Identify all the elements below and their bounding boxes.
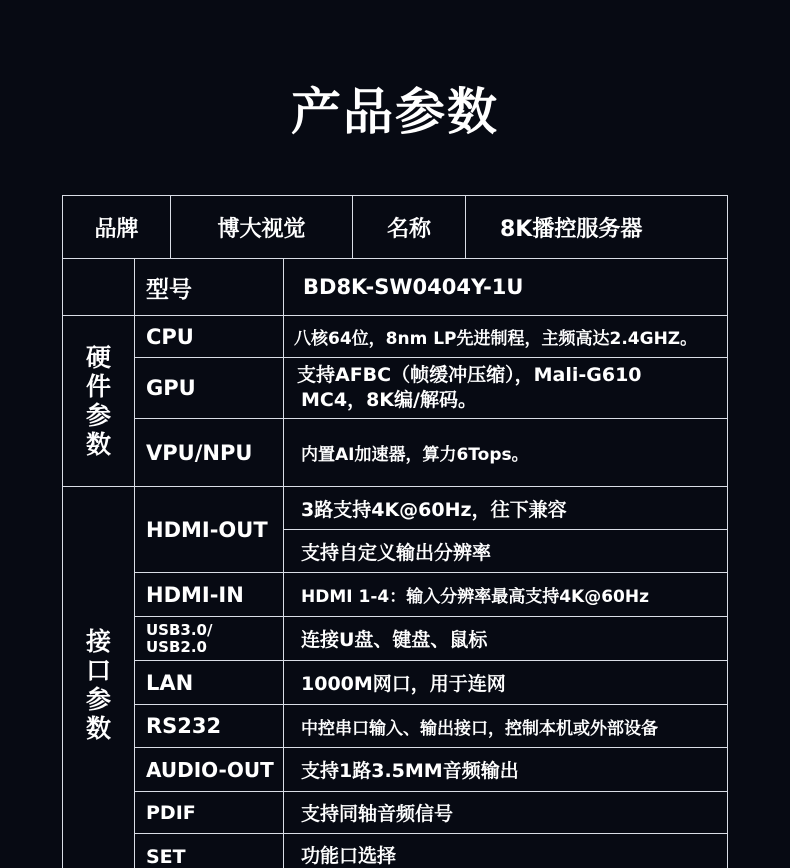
model-label: 型号 bbox=[146, 276, 192, 303]
hdmi-out-label: HDMI-OUT bbox=[146, 517, 268, 542]
usb-label-line1: USB3.0/ bbox=[146, 620, 213, 639]
vpu-npu-label: VPU/NPU bbox=[146, 440, 253, 465]
name-label: 名称 bbox=[386, 216, 431, 242]
lan-value: 1000M网口，用于连网 bbox=[301, 673, 506, 695]
pdif-label: PDIF bbox=[146, 801, 196, 824]
interface-group-label: 接 口 参 数 bbox=[85, 627, 111, 743]
set-value: 功能口选择 bbox=[301, 845, 397, 867]
cpu-value: 八核64位，8nm LP先进制程，主频高达2.4GHZ。 bbox=[294, 329, 698, 349]
rs232-label: RS232 bbox=[146, 714, 222, 738]
usb-label-line2: USB2.0 bbox=[146, 637, 207, 656]
usb-value: 连接U盘、键盘、鼠标 bbox=[301, 629, 488, 651]
hdmi-in-value: HDMI 1-4：输入分辨率最高支持4K@60Hz bbox=[301, 587, 649, 607]
name-value: 8K播控服务器 bbox=[500, 216, 643, 242]
hardware-group-label: 硬 件 参 数 bbox=[85, 343, 111, 459]
pdif-value: 支持同轴音频信号 bbox=[301, 803, 454, 825]
hdmi-out-value-2: 支持自定义输出分辨率 bbox=[301, 541, 492, 564]
gpu-label: GPU bbox=[146, 376, 196, 400]
gpu-value-line2: MC4，8K编/解码。 bbox=[301, 389, 477, 411]
gpu-value-line1: 支持AFBC（帧缓冲压缩），Mali-G610 bbox=[297, 364, 642, 386]
hdmi-out-value-1: 3路支持4K@60Hz，往下兼容 bbox=[301, 498, 567, 521]
cpu-label: CPU bbox=[146, 324, 194, 349]
audio-out-value: 支持1路3.5MM音频输出 bbox=[301, 760, 519, 782]
brand-value: 博大视觉 bbox=[217, 216, 306, 242]
vpu-npu-value: 内置AI加速器，算力6Tops。 bbox=[301, 445, 529, 465]
hdmi-in-label: HDMI-IN bbox=[146, 582, 244, 607]
page-title: 产品参数 bbox=[291, 83, 499, 141]
lan-label: LAN bbox=[146, 670, 194, 695]
usb-label bbox=[135, 617, 283, 660]
gpu-value bbox=[284, 358, 727, 418]
model-value: BD8K-SW0404Y-1U bbox=[303, 275, 524, 299]
rs232-value: 中控串口输入、输出接口，控制本机或外部设备 bbox=[301, 718, 658, 739]
brand-label: 品牌 bbox=[94, 216, 139, 242]
set-label: SET bbox=[146, 846, 186, 868]
audio-out-label: AUDIO-OUT bbox=[146, 757, 274, 782]
